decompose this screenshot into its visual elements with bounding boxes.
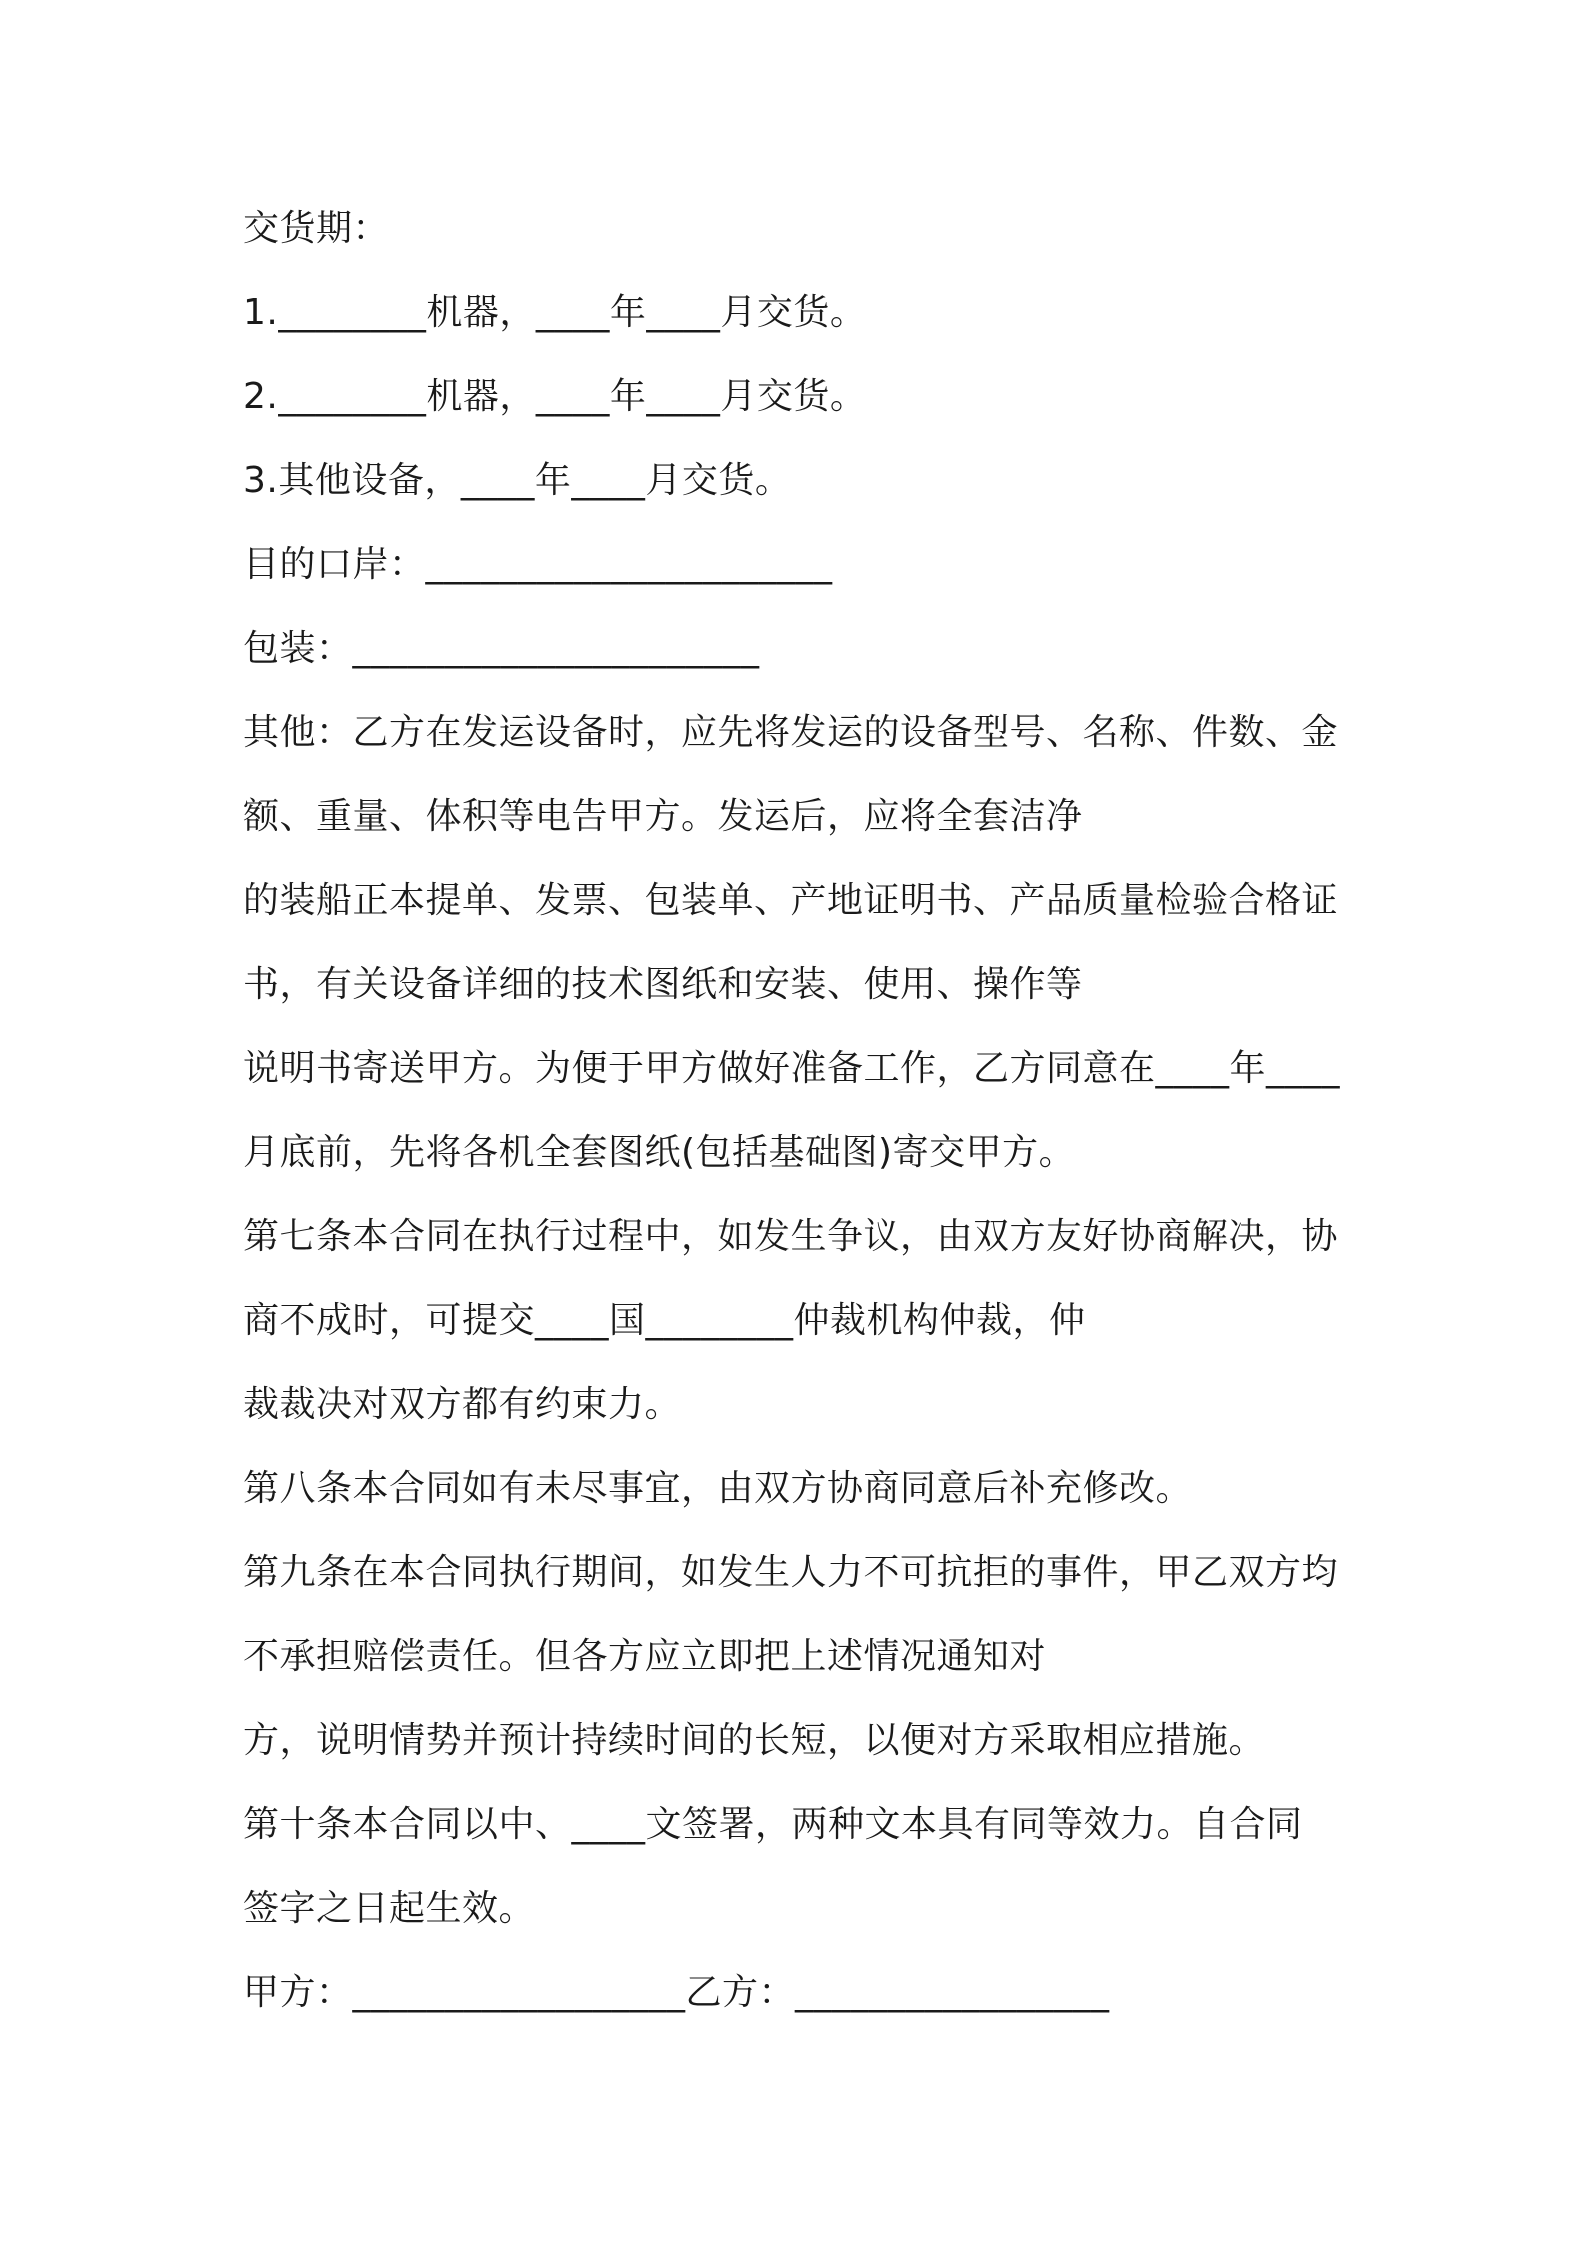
other-clause-line-3: 的装船正本提单、发票、包装单、产地证明书、产品质量检验合格证 (243, 880, 1339, 921)
article-7-line-1: 第七条本合同在执行过程中，如发生争议，由双方友好协商解决，协 (243, 1216, 1339, 1257)
signature-line: 甲方：__________________乙方：_________________ (243, 1972, 1110, 2013)
delivery-item-3: 3.其他设备，____年____月交货。 (243, 460, 792, 501)
article-7-line-3: 裁裁决对双方都有约束力。 (243, 1384, 682, 1425)
article-9-line-2: 不承担赔偿责任。但各方应立即把上述情况通知对 (243, 1636, 1047, 1677)
delivery-period-heading: 交货期： (243, 208, 390, 249)
packaging-line: 包装：______________________ (243, 628, 760, 669)
article-10-line-1: 第十条本合同以中、____文签署，两种文本具有同等效力。自合同 (243, 1804, 1303, 1845)
document-body (243, 205, 1363, 2053)
article-9-line-1: 第九条在本合同执行期间，如发生人力不可抗拒的事件，甲乙双方均 (243, 1552, 1339, 1593)
delivery-item-2: 2.________机器，____年____月交货。 (243, 376, 867, 417)
other-clause-line-1: 其他：乙方在发运设备时，应先将发运的设备型号、名称、件数、金 (243, 712, 1339, 753)
article-8-line: 第八条本合同如有未尽事宜，由双方协商同意后补充修改。 (243, 1468, 1193, 1509)
other-clause-line-4: 书，有关设备详细的技术图纸和安装、使用、操作等 (243, 964, 1083, 1005)
destination-port-line: 目的口岸：______________________ (243, 544, 833, 585)
other-clause-line-2: 额、重量、体积等电告甲方。发运后，应将全套洁净 (243, 796, 1083, 837)
article-7-line-2: 商不成时，可提交____国________仲裁机构仲裁，仲 (243, 1300, 1086, 1341)
delivery-item-1: 1.________机器，____年____月交货。 (243, 292, 867, 333)
other-clause-line-6: 月底前，先将各机全套图纸(包括基础图)寄交甲方。 (243, 1132, 1076, 1173)
article-10-line-2: 签字之日起生效。 (243, 1888, 536, 1929)
other-clause-line-5: 说明书寄送甲方。为便于甲方做好准备工作，乙方同意在____年____ (243, 1048, 1341, 1089)
article-9-line-3: 方，说明情势并预计持续时间的长短，以便对方采取相应措施。 (243, 1720, 1266, 1761)
